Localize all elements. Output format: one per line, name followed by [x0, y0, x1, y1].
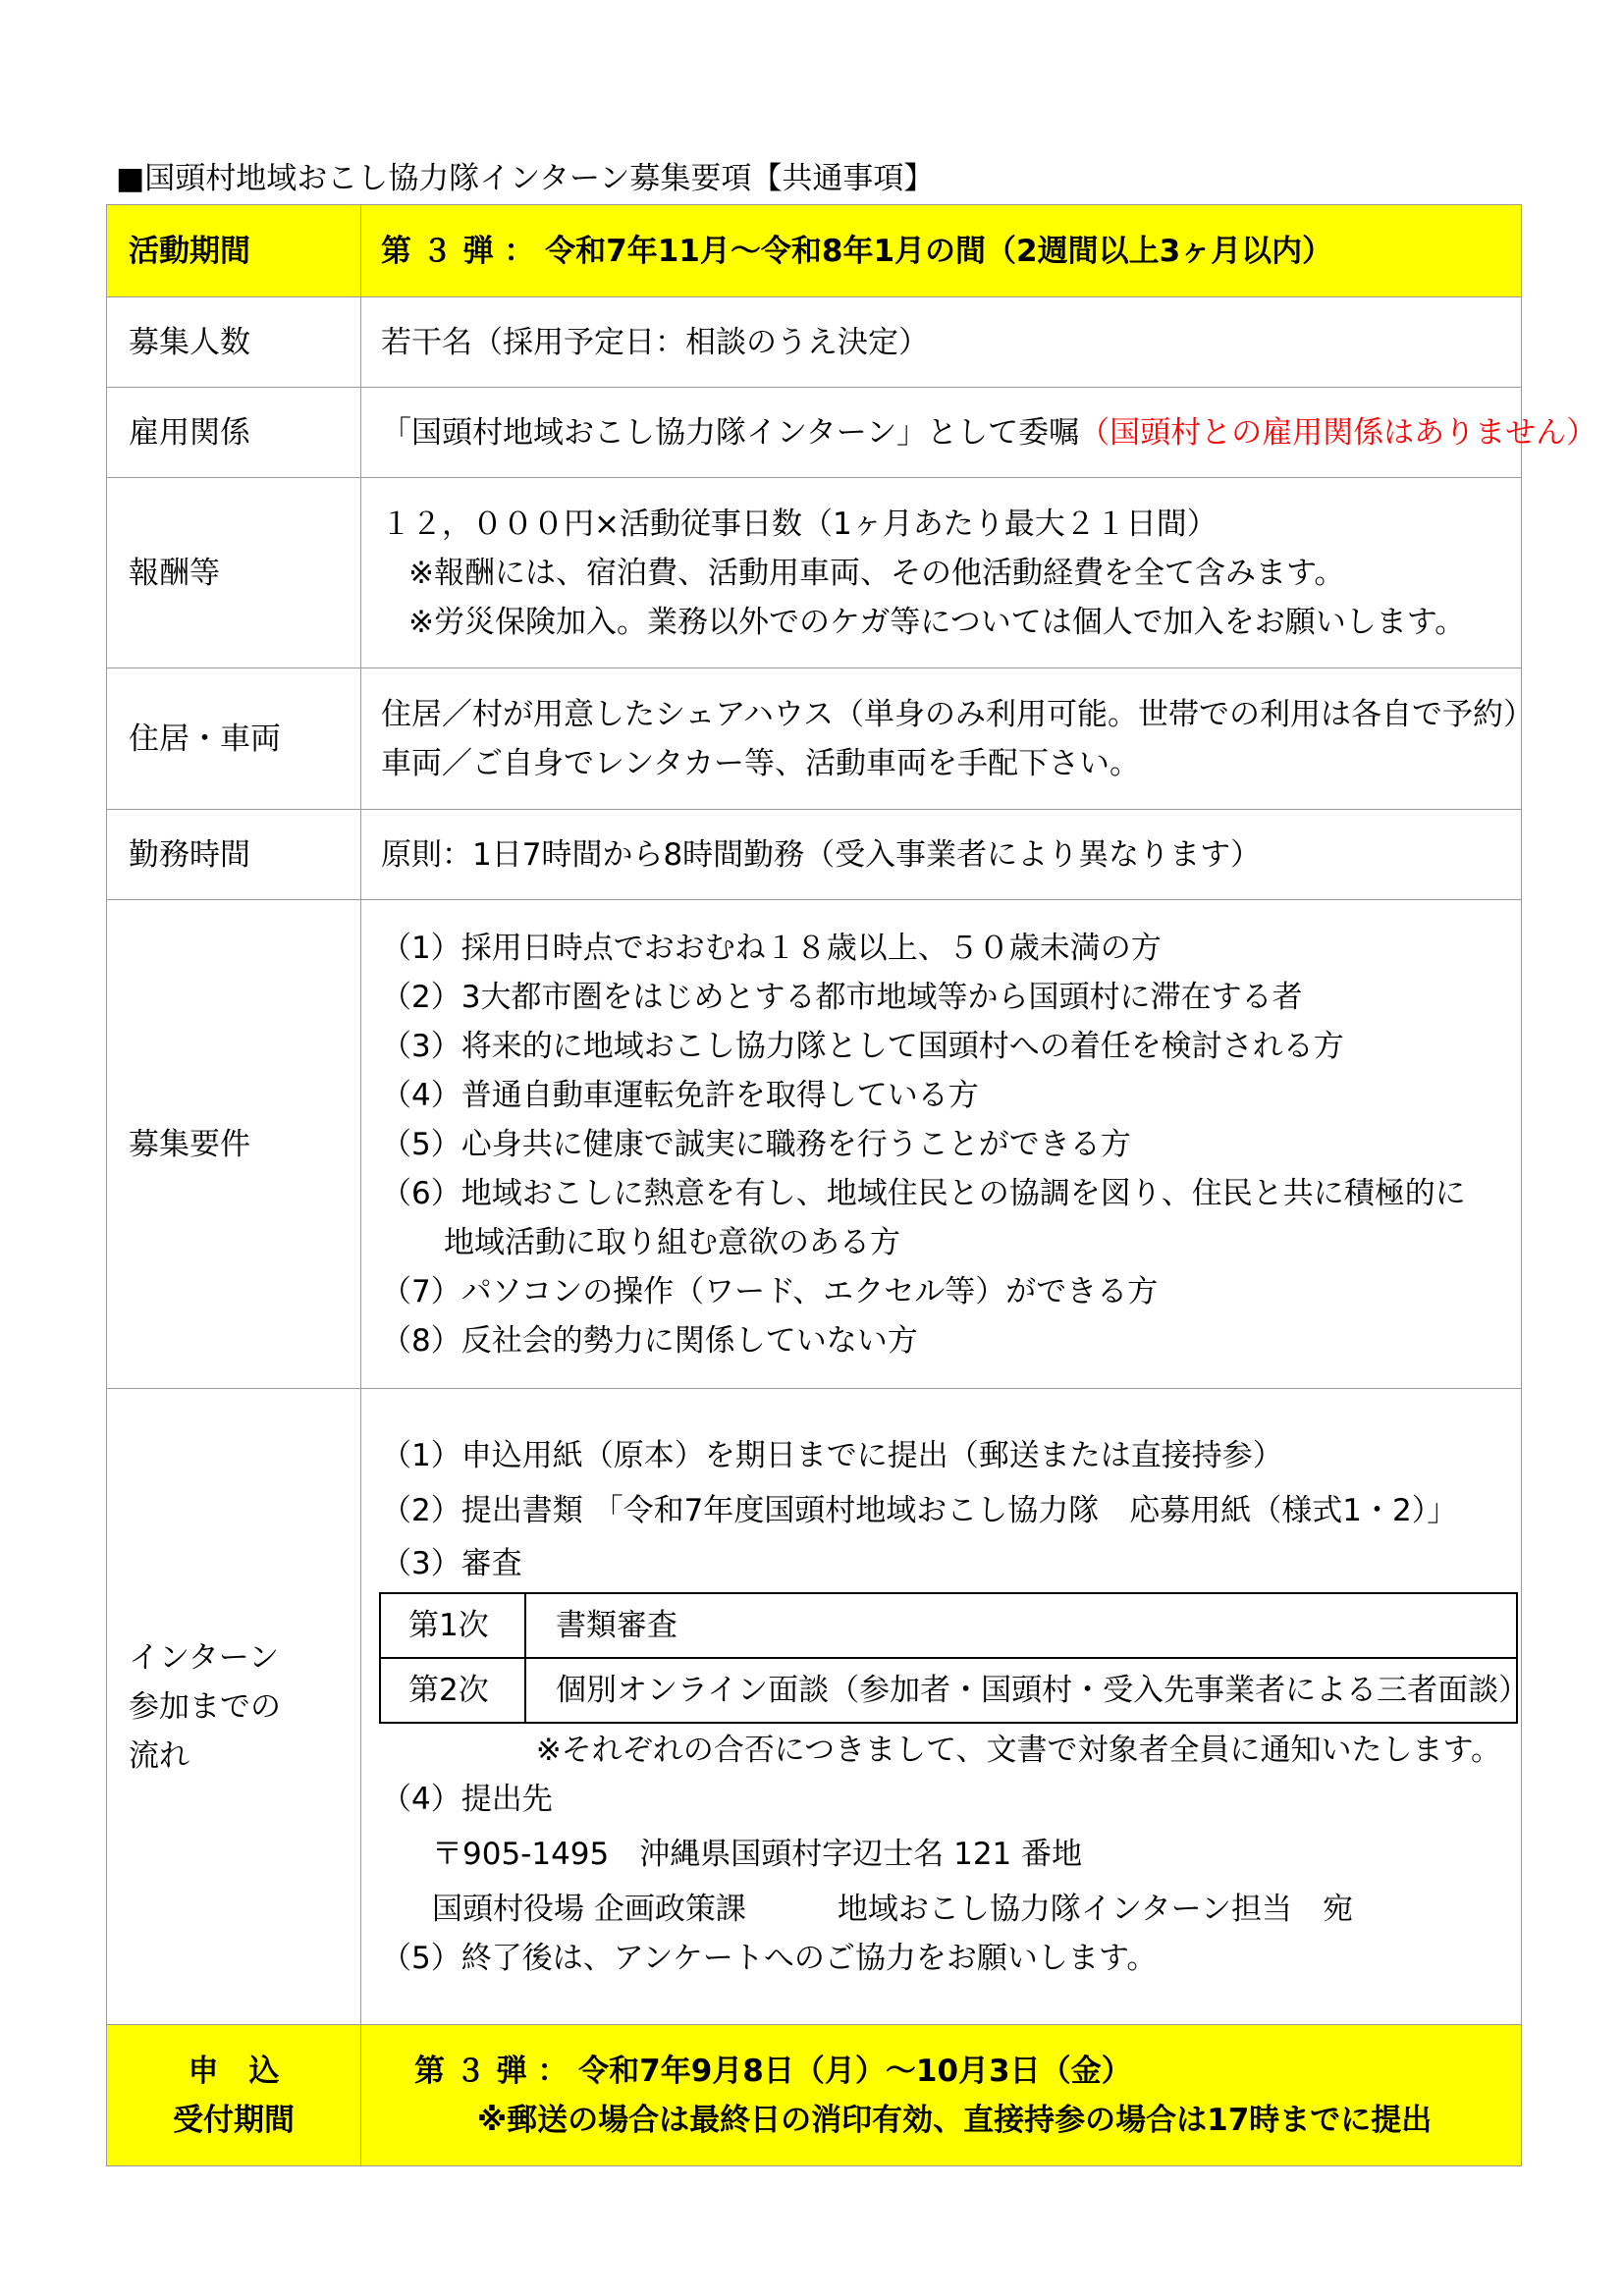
screening-stage: 第1次 — [380, 1593, 525, 1658]
row-employment — [107, 388, 1522, 478]
label-flow — [107, 1389, 361, 2025]
document-title: ■国頭村地域おこし協力隊インターン募集要項【共通事項】 — [116, 161, 935, 196]
flow-label-line: 流れ — [129, 1737, 189, 1774]
flow-step-4: （4）提出先 — [381, 1781, 553, 1817]
label-application — [107, 2025, 361, 2166]
screening-stage: 第2次 — [380, 1658, 525, 1723]
recruitment-table — [106, 204, 1597, 2166]
row-housing — [107, 668, 1522, 810]
screening-desc: 個別オンライン面談（参加者・国頭村・受入先事業者による三者面談） — [525, 1658, 1517, 1723]
requirement-item: （3）将来的に地域おこし協力隊として国頭村への着任を検討される方 — [381, 1028, 1344, 1064]
application-note: ※郵送の場合は最終日の消印有効、直接持参の場合は17時までに提出 — [477, 2102, 1433, 2138]
screening-row — [380, 1658, 1517, 1723]
label-housing: 住居・車両 — [107, 668, 361, 810]
value-recruit-count — [361, 297, 1522, 388]
label-hours: 勤務時間 — [107, 810, 361, 900]
value-application — [361, 2025, 1522, 2166]
row-hours — [107, 810, 1522, 900]
requirement-item: （4）普通自動車運転免許を取得している方 — [381, 1077, 979, 1113]
requirement-item: 地域活動に取り組む意欲のある方 — [444, 1224, 900, 1260]
flow-step-1: （1）申込用紙（原本）を期日までに提出（郵送または直接持参） — [381, 1437, 1283, 1473]
flow-step-3: （3）審査 — [381, 1545, 522, 1581]
application-label-line: 受付期間 — [173, 2102, 295, 2138]
requirement-item: （1）採用日時点でおおむね１８歳以上、５０歳未満の方 — [381, 930, 1162, 966]
screening-table — [379, 1592, 1530, 1724]
flow-label-line: インターン — [129, 1639, 280, 1676]
row-requirements — [107, 900, 1522, 1389]
flow-step-2: （2）提出書類 「令和7年度国頭村地域おこし協力隊 応募用紙（様式1・2）」 — [381, 1492, 1458, 1528]
application-period: 第 ３ 弾 ： 令和7年9月8日（月）～10月3日（金） — [414, 2053, 1132, 2089]
label-period: 活動期間 — [107, 205, 361, 297]
value-reward — [361, 478, 1522, 668]
housing-line: 住居／村が用意したシェアハウス（単身のみ利用可能。世帯での利用は各自で予約） — [381, 696, 1534, 732]
row-application — [107, 2025, 1522, 2166]
flow-label-line: 参加までの — [129, 1688, 281, 1725]
hours-text: 原則：1日7時間から8時間勤務（受入事業者により異なります） — [381, 836, 1262, 873]
value-requirements — [361, 900, 1522, 1389]
value-hours — [361, 810, 1522, 900]
value-housing — [361, 668, 1534, 810]
label-employment: 雇用関係 — [107, 388, 361, 478]
requirement-item: （2）3大都市圏をはじめとする都市地域等から国頭村に滞在する者 — [381, 979, 1303, 1015]
requirement-item: （6）地域おこしに熱意を有し、地域住民との協調を図り、住民と共に積極的に — [381, 1175, 1466, 1211]
requirement-item: （5）心身共に健康で誠実に職務を行うことができる方 — [381, 1126, 1131, 1162]
requirement-item: （8）反社会的勢力に関係していない方 — [381, 1322, 918, 1359]
row-recruit-count — [107, 297, 1522, 388]
reward-line: ※労災保険加入。業務以外でのケガ等については個人で加入をお願いします。 — [408, 604, 1466, 640]
flow-step-5: （5）終了後は、アンケートへのご協力をお願いします。 — [381, 1940, 1158, 1976]
row-reward — [107, 478, 1522, 668]
period-text: 第 ３ 弾 ： 令和7年11月～令和8年1月の間（2週間以上3ヶ月以内） — [381, 233, 1333, 269]
application-label-line: 申 込 — [188, 2053, 280, 2089]
screening-desc: 書類審査 — [525, 1593, 1517, 1658]
reward-line: １２，０００円×活動従事日数（1ヶ月あたり最大２１日間） — [381, 506, 1218, 542]
employment-note: （国頭村との雇用関係はありません） — [1079, 414, 1597, 451]
vehicle-line: 車両／ご自身でレンタカー等、活動車両を手配下さい。 — [381, 745, 1140, 781]
reward-line: ※報酬には、宿泊費、活動用車両、その他活動経費を全て含みます。 — [408, 555, 1345, 591]
value-period — [361, 205, 1522, 297]
label-recruit-count: 募集人数 — [107, 297, 361, 388]
row-period — [107, 205, 1522, 297]
label-requirements: 募集要件 — [107, 900, 361, 1389]
value-employment — [361, 388, 1597, 478]
screening-note: ※それぞれの合否につきまして、文書で対象者全員に通知いたします。 — [535, 1732, 1501, 1768]
submit-office: 国頭村役場 企画政策課 地域おこし協力隊インターン担当 宛 — [432, 1891, 1353, 1927]
recruit-count-text: 若干名（採用予定日：相談のうえ決定） — [381, 324, 929, 360]
value-flow — [361, 1389, 1530, 2025]
screening-row — [380, 1593, 1517, 1658]
label-reward: 報酬等 — [107, 478, 361, 668]
requirement-item: （7）パソコンの操作（ワード、エクセル等）ができる方 — [381, 1273, 1159, 1309]
employment-text — [381, 408, 1597, 457]
row-flow — [107, 1389, 1522, 2025]
submit-address: 〒905-1495 沖縄県国頭村字辺士名 121 番地 — [432, 1836, 1083, 1872]
employment-main: 「国頭村地域おこし協力隊インターン」として委嘱 — [381, 414, 1080, 451]
